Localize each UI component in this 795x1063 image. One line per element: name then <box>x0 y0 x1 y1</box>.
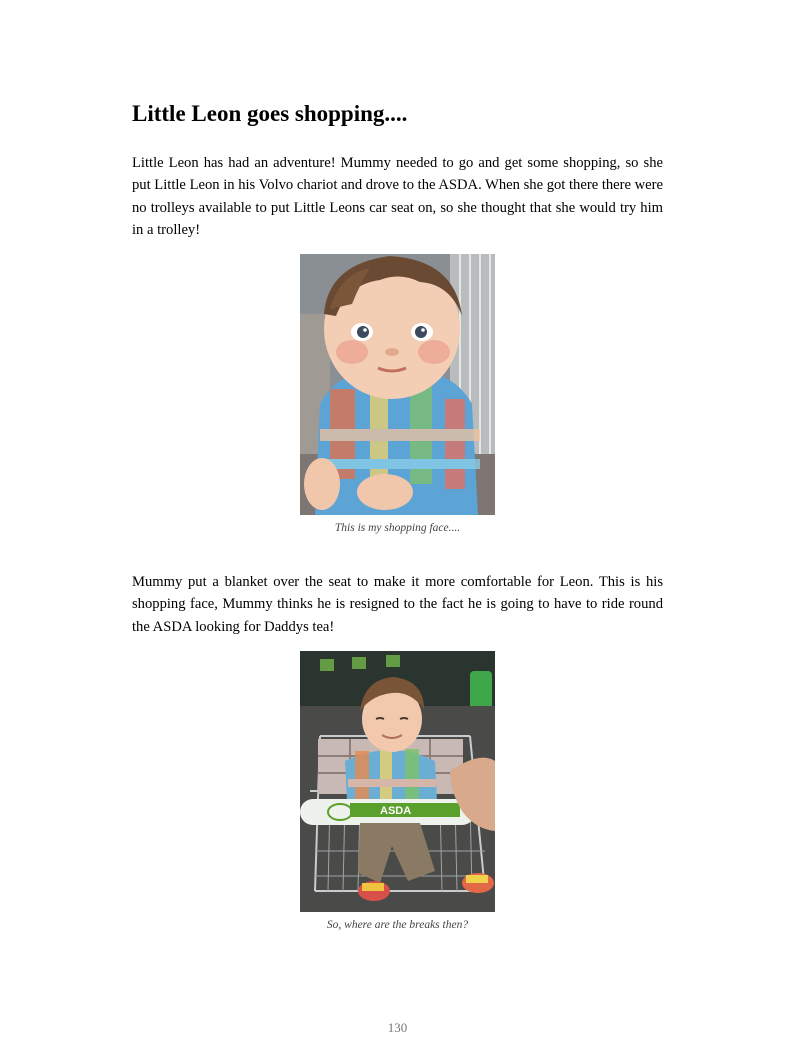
photo-baby-riding-trolley <box>300 651 495 912</box>
photo-baby-in-trolley-closeup <box>300 254 495 515</box>
page-number: 130 <box>387 1020 408 1035</box>
paragraph-2: Mummy put a blanket over the seat to make it more comfortable for Leon. This is his shopping face, Mummy thinks he is resigned to the fact he is going to have to ride round the ASDA looking for Daddys tea! <box>132 574 663 635</box>
figure-2-caption: So, where are the breaks then? <box>326 919 469 931</box>
figure-1-caption: This is my shopping face.... <box>334 522 461 534</box>
paragraph-1: Little Leon has had an adventure! Mummy needed to go and get some shopping, so she put Little Leon in his Volvo chariot and drove to the ASDA. When she got there there were no trolleys available to put Little Leons car seat on, so she thought that she would try him in a trolley! <box>132 155 663 238</box>
page-title: Little Leon goes shopping.... <box>132 101 408 126</box>
handle-brand-text: ASDA <box>380 805 412 817</box>
